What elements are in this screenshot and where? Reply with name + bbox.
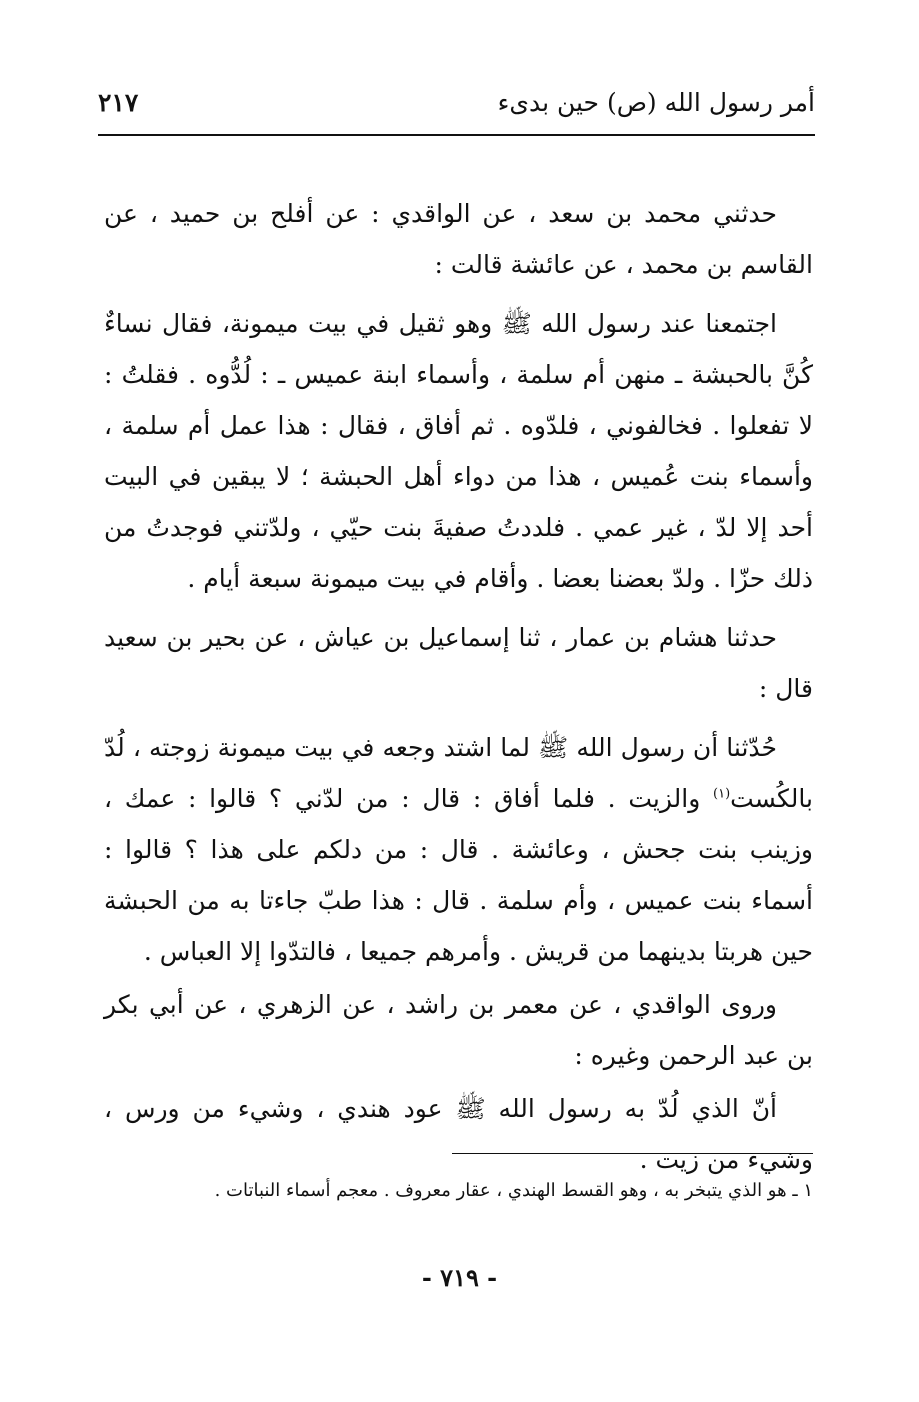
footnote-divider [452, 1153, 813, 1154]
paragraph-isnad-aisha: حدثني محمد بن سعد ، عن الواقدي : عن أفلح بن حميد ، عن القاسم بن محمد ، عن عائشة قالت : [104, 199, 813, 279]
paragraph-zuhri-narration: أنّ الذي لُدّ به رسول الله ﷺ عود هندي ، وشيء من ورس ، وشيء من زيت . [104, 1094, 813, 1174]
paragraph-isnad-bahir: حدثنا هشام بن عمار ، ثنا إسماعيل بن عياش ، عن بحير بن سعيد قال : [104, 623, 813, 703]
header-divider [98, 134, 815, 136]
footnote: ١ ـ هو الذي يتبخر به ، وهو القسط الهندي ، عقار معروف . معجم أسماء النباتات . [214, 1180, 813, 1201]
page-number: ٢١٧ [98, 88, 139, 117]
running-title: أمر رسول الله (ص) حين بدىء [497, 88, 815, 117]
paragraph-isnad-zuhri: وروى الواقدي ، عن معمر بن راشد ، عن الزهري ، عن أبي بكر بن عبد الرحمن وغيره : [104, 990, 813, 1070]
paragraph-text-after-note: والزيت . فلما أفاق : قال : من لدّني ؟ قالوا : عمك ، وزينب بنت جحش ، وعائشة . قال : من دلكم على هذا ؟ قالوا : أسماء بنت عميس ، وأم سلمة . قال : هذا طبّ جاءتا به من الحبشة حين هربتا بدينهما من قريش . وأمرهم جميعا ، فالتدّوا إلا العباس . [104, 784, 813, 966]
footnote-marker: (١) [713, 786, 731, 802]
paragraph-bahir-narration [104, 722, 813, 977]
paragraph-aisha-narration: اجتمعنا عند رسول الله ﷺ وهو ثقيل في بيت ميمونة، فقال نساءٌ كُنَّ بالحبشة ـ منهن أم سلمة ، وأسماء ابنة عميس ـ : لُدُّوه . فقلتُ : لا تفعلوا . فخالفوني ، فلدّوه . ثم أفاق ، فقال : هذا عمل أم سلمة ، وأسماء بنت عُميس ، هذا من دواء أهل الحبشة ؛ لا يبقين في البيت أحد إلا لدّ ، غير عمي . فلددتُ صفيةَ بنت حيّي ، ولدّتني فوجدتُ من ذلك حزّا . ولدّ بعضنا بعضا . وأقام في بيت ميمونة سبعة أيام . [104, 309, 813, 593]
bottom-page-number: - ٧١٩ - [421, 1263, 498, 1292]
paragraph-text-before-note: حُدّثنا أن رسول الله ﷺ لما اشتد وجعه في بيت ميمونة زوجته ، لُدّ بالكُست [104, 733, 813, 813]
body-text [104, 188, 813, 1187]
page-header [98, 88, 815, 128]
